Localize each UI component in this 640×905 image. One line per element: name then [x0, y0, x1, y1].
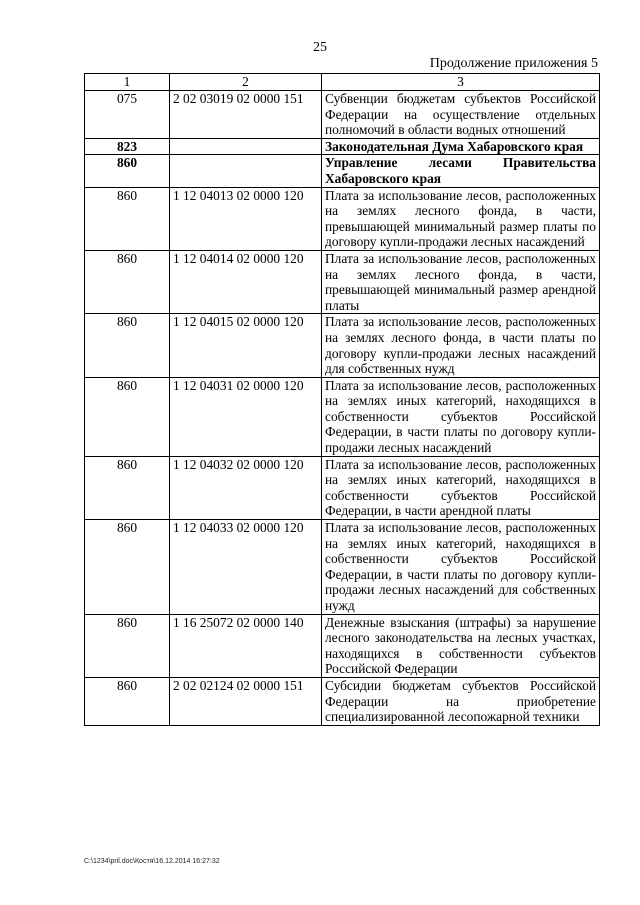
budget-classification-code-cell: [170, 155, 322, 187]
budget-classification-code-cell: 1 12 04013 02 0000 120: [170, 187, 322, 250]
budget-classification-code-cell: 1 16 25072 02 0000 140: [170, 614, 322, 677]
table-row: [85, 250, 600, 313]
budget-classification-code-cell: 2 02 03019 02 0000 151: [170, 91, 322, 139]
table-row: [85, 187, 600, 250]
budget-classification-code-cell: [170, 138, 322, 155]
budget-classification-code-cell: 1 12 04031 02 0000 120: [170, 377, 322, 456]
revenue-name-cell: Плата за использование лесов, расположенных на землях лесного фонда, в части, превышающей минимальный размер арендной платы: [322, 250, 600, 313]
admin-code-cell: 860: [85, 187, 170, 250]
admin-code-cell: 823: [85, 138, 170, 155]
admin-code-cell: 860: [85, 314, 170, 377]
table-row: [85, 91, 600, 139]
table-row: [85, 677, 600, 725]
budget-classification-code-cell: 1 12 04014 02 0000 120: [170, 250, 322, 313]
table-row: [85, 456, 600, 519]
admin-code-cell: 860: [85, 614, 170, 677]
column-header-3: 3: [322, 74, 600, 91]
page-number: 25: [313, 40, 327, 55]
revenue-codes-table: [84, 73, 600, 726]
column-header-2: 2: [170, 74, 322, 91]
admin-code-cell: 860: [85, 250, 170, 313]
admin-code-cell: 860: [85, 377, 170, 456]
table-row: [85, 155, 600, 187]
table-row: [85, 138, 600, 155]
appendix-continuation-note: Продолжение приложения 5: [429, 56, 598, 71]
admin-code-cell: 860: [85, 456, 170, 519]
column-header-1: 1: [85, 74, 170, 91]
admin-code-cell: 075: [85, 91, 170, 139]
revenue-name-cell: Плата за использование лесов, расположенных на землях лесного фонда, в части платы по договору купли-продажи лесных насаждений для собственных нужд: [322, 314, 600, 377]
revenue-name-cell: Законодательная Дума Хабаровского края: [322, 138, 600, 155]
revenue-name-cell: Плата за использование лесов, расположенных на землях иных категорий, находящихся в собственности субъектов Российской Федерации, в части арендной платы: [322, 456, 600, 519]
budget-classification-code-cell: 1 12 04032 02 0000 120: [170, 456, 322, 519]
document-path-footer: C:\1234\pril.doc\Костя\16.12.2014 16:27:32: [84, 858, 220, 865]
revenue-name-cell: Управление лесами Правительства Хабаровского края: [322, 155, 600, 187]
revenue-name-cell: Плата за использование лесов, расположенных на землях лесного фонда, в части, превышающей минимальный размер платы по договору купли-продажи лесных насаждений: [322, 187, 600, 250]
revenue-name-cell: Денежные взыскания (штрафы) за нарушение лесного законодательства на лесных участках, находящихся в собственности субъектов Российской Федерации: [322, 614, 600, 677]
admin-code-cell: 860: [85, 677, 170, 725]
budget-classification-code-cell: 1 12 04015 02 0000 120: [170, 314, 322, 377]
revenue-name-cell: Плата за использование лесов, расположенных на землях иных категорий, находящихся в собственности субъектов Российской Федерации, в части платы по договору купли-продажи лесных насаждений: [322, 377, 600, 456]
table-row: [85, 520, 600, 615]
revenue-name-cell: Плата за использование лесов, расположенных на землях иных категорий, находящихся в собственности субъектов Российской Федерации, в части платы по договору купли-продажи лесных насаждений для собственных нужд: [322, 520, 600, 615]
admin-code-cell: 860: [85, 520, 170, 615]
budget-classification-code-cell: 2 02 02124 02 0000 151: [170, 677, 322, 725]
table-row: [85, 377, 600, 456]
table-row: [85, 314, 600, 377]
table-header-row: [85, 74, 600, 91]
admin-code-cell: 860: [85, 155, 170, 187]
revenue-name-cell: Субвенции бюджетам субъектов Российской Федерации на осуществление отдельных полномочий в области водных отношений: [322, 91, 600, 139]
budget-classification-code-cell: 1 12 04033 02 0000 120: [170, 520, 322, 615]
table-row: [85, 614, 600, 677]
revenue-name-cell: Субсидии бюджетам субъектов Российской Федерации на приобретение специализированной лесопожарной техники: [322, 677, 600, 725]
